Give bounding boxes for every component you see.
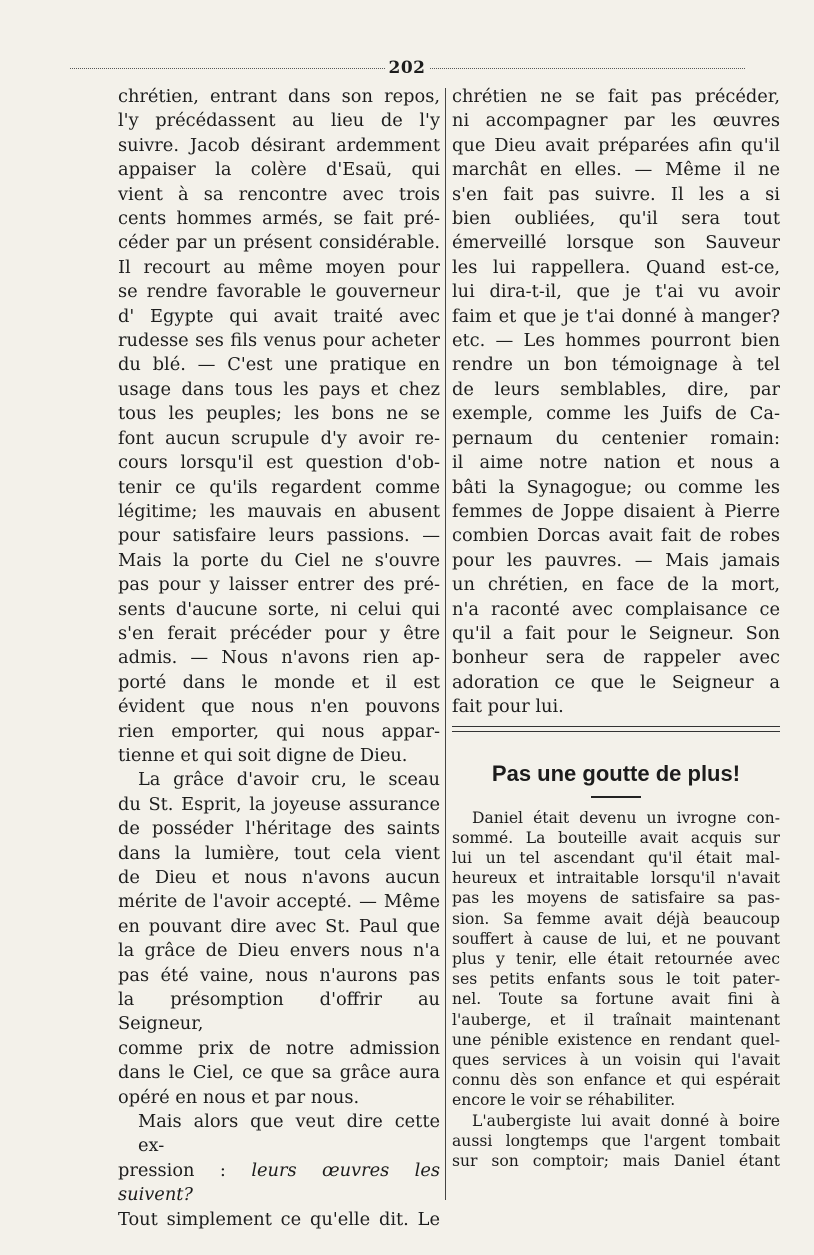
text-line: fait pour lui. xyxy=(452,696,564,718)
text-line: Mais alors que veut dire cette ex- xyxy=(138,1111,440,1157)
text-line: émerveillé lorsque son Sauveur xyxy=(452,232,780,254)
text-line: pernaum du centenier romain: xyxy=(452,427,780,449)
text-line: tenir ce qu'ils regardent comme xyxy=(118,476,440,498)
text-line: Mais la porte du Ciel ne s'ouvre xyxy=(118,549,440,571)
text-line: s'en fait pas suivre. Il les a si xyxy=(452,183,780,205)
text-line: pour les pauvres. — Mais jamais xyxy=(452,549,780,571)
text-line: en pouvant dire avec St. Paul que xyxy=(118,915,440,937)
text-line: lui dira-t-il, que je t'ai vu avoir xyxy=(452,281,780,303)
text-line: Tout simplement ce qu'elle dit. Le xyxy=(118,1208,440,1230)
text-line: plus y tenir, elle était retournée avec xyxy=(452,949,780,968)
text-line: suivre. Jacob désirant ardemment xyxy=(118,134,440,156)
text-line: font aucun scrupule d'y avoir re- xyxy=(118,427,440,449)
text-line: sommé. La bouteille avait acquis sur xyxy=(452,828,780,847)
text-line: usage dans tous les pays et chez xyxy=(118,378,440,400)
text-line: sur son comptoir; mais Daniel étant xyxy=(452,1152,780,1171)
text-line: La grâce d'avoir cru, le sceau xyxy=(138,769,440,791)
text-line: se rendre favorable le gouverneur xyxy=(118,281,440,303)
text-line: vient à sa rencontre avec trois xyxy=(118,183,440,205)
text-line: la grâce de Dieu envers nous n'a xyxy=(118,940,440,962)
text-line: souffert à cause de lui, et ne pouvant xyxy=(452,929,780,948)
right-column xyxy=(452,85,780,1171)
text-line: sents d'aucune sorte, ni celui qui xyxy=(118,598,440,620)
text-line: lui un tel ascendant qu'il était mal- xyxy=(452,848,780,867)
text-line: tienne et qui soit digne de Dieu. xyxy=(118,744,408,766)
text-line: etc. — Les hommes pourront bien xyxy=(452,330,780,352)
text-line: aussi longtemps que l'argent tombait xyxy=(452,1131,780,1150)
italic-quote: leurs œuvres les suivent? xyxy=(118,1159,440,1206)
text-line: ni accompagner par les œuvres xyxy=(452,110,780,132)
column-divider xyxy=(445,88,446,1200)
text-line: de Dieu et nous n'avons aucun xyxy=(118,867,440,888)
text-line: sion. Sa femme avait déjà beaucoup xyxy=(452,909,780,928)
text-line: cours lorsqu'il est question d'ob- xyxy=(118,452,440,474)
text-line: cents hommes armés, se fait pré- xyxy=(118,208,440,230)
text-line: légitime; les mauvais en abusent xyxy=(118,500,440,522)
title-underline xyxy=(591,796,641,798)
text-line: dans la lumière, tout cela vient xyxy=(118,842,440,864)
text-line: pas les moyens de satisfaire sa pas- xyxy=(452,889,780,908)
text-line: chrétien, entrant dans son repos, xyxy=(118,86,440,107)
text-line: la présomption d'offrir au Seigneur, xyxy=(118,989,440,1035)
section-title: Pas une goutte de plus! xyxy=(491,760,741,786)
text-line: qu'il a fait pour le Seigneur. Son xyxy=(452,622,780,644)
text-line: opéré en nous et par nous. xyxy=(118,1086,360,1108)
left-column xyxy=(118,85,440,1232)
text-line: Daniel était devenu un ivrogne con- xyxy=(472,808,780,827)
text-line: n'a raconté avec complaisance ce xyxy=(452,598,780,620)
text-line: l'auberge, et il traînait maintenant xyxy=(452,1010,780,1029)
text-line: ses petits enfants sous le toit pater- xyxy=(452,970,780,989)
text-line: comme prix de notre admission xyxy=(118,1037,440,1059)
text-line: de leurs semblables, dire, par xyxy=(452,378,780,400)
text-line: dans le Ciel, ce que sa grâce aura xyxy=(118,1062,440,1084)
text-line: appaiser la colère d'Esaü, qui xyxy=(118,159,440,181)
text-line: s'en ferait précéder pour y être xyxy=(118,622,440,644)
text-line: adoration ce que le Seigneur a xyxy=(452,671,780,693)
text-line: céder par un présent considérable. xyxy=(118,232,440,254)
text-line: une pénible existence en rendant quel- xyxy=(452,1030,780,1049)
text-line: les lui rappellera. Quand est-ce, xyxy=(452,256,780,278)
text-line: d' Egypte qui avait traité avec xyxy=(118,305,440,327)
text-line: bonheur sera de rappeler avec xyxy=(452,647,780,669)
text-line: nel. Toute sa fortune avait fini à xyxy=(452,990,780,1009)
double-rule-divider xyxy=(452,726,780,732)
text-line: encore le voir se réhabiliter. xyxy=(452,1091,676,1110)
text-line: connu dès son enfance et qui espérait xyxy=(452,1071,780,1090)
text-line xyxy=(118,1159,440,1208)
text-line: du St. Esprit, la joyeuse assurance xyxy=(118,793,440,815)
text-line: pas pour y laisser entrer des pré- xyxy=(118,574,440,596)
text-line: exemple, comme les Juifs de Ca- xyxy=(452,403,780,425)
text-segment: pression : xyxy=(118,1159,226,1181)
text-line: bien oubliées, qu'il sera tout xyxy=(452,208,780,230)
text-line: du blé. — C'est une pratique en xyxy=(118,354,440,376)
text-line: tous les peuples; les bons ne se xyxy=(118,403,440,425)
section-body xyxy=(452,808,780,1172)
text-line: mérite de l'avoir accepté. — Même xyxy=(118,891,440,913)
text-line: ques services à un voisin qui l'avait xyxy=(452,1051,780,1069)
text-line: faim et que je t'ai donné à manger? xyxy=(452,305,780,327)
text-line: marchât en elles. — Même il ne xyxy=(452,159,780,181)
text-line: femmes de Joppe disaient à Pierre xyxy=(452,500,780,522)
text-line: que Dieu avait préparées afin qu'il xyxy=(452,134,780,156)
page-number-text: 202 xyxy=(388,58,426,78)
text-line: évident que nous n'en pouvons xyxy=(118,696,440,718)
text-line: il aime notre nation et nous a xyxy=(452,452,780,474)
text-line: rendre un bon témoignage à tel xyxy=(452,354,780,376)
text-line: heureux et intraitable lorsqu'il n'avait xyxy=(452,869,780,888)
text-line: chrétien ne se fait pas précéder, xyxy=(452,86,780,107)
text-line: combien Dorcas avait fait de robes xyxy=(452,525,780,547)
text-line: l'y précédassent au lieu de l'y xyxy=(118,110,440,132)
text-line: porté dans le monde et il est xyxy=(118,671,440,693)
text-line: rudesse ses fils venus pour acheter xyxy=(118,330,440,352)
text-line: pas été vaine, nous n'aurons pas xyxy=(118,964,440,986)
text-line: un chrétien, en face de la mort, xyxy=(452,574,780,596)
text-line: admis. — Nous n'avons rien ap- xyxy=(118,647,440,669)
page-number xyxy=(0,58,814,78)
text-line: pour satisfaire leurs passions. — xyxy=(118,525,440,547)
text-line: bâti la Synagogue; ou comme les xyxy=(452,476,780,498)
text-line: Il recourt au même moyen pour xyxy=(118,256,440,278)
text-line: rien emporter, qui nous appar- xyxy=(118,720,440,742)
text-line: L'aubergiste lui avait donné à boire xyxy=(472,1111,780,1130)
text-line: de posséder l'héritage des saints xyxy=(118,818,440,840)
